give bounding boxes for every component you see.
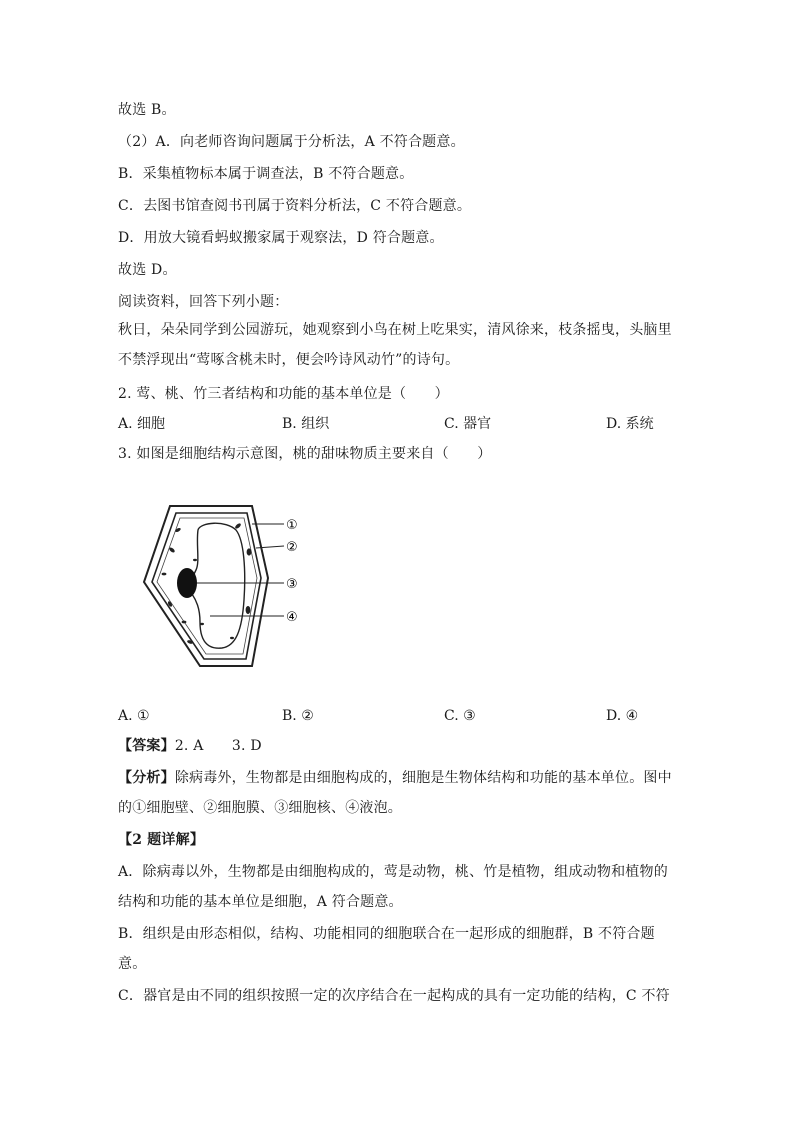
text-line: D．用放大镜看蚂蚁搬家属于观察法，D 符合题意。 [118,230,444,246]
q2-option-d: D. 系统 [606,416,654,432]
nucleus [177,568,197,598]
text-line: 秋日，朵朵同学到公园游玩，她观察到小鸟在树上吃果实，清风徐来，枝条摇曳，头脑里 [118,322,672,338]
q3-option-c: C. ③ [444,708,476,724]
q2-option-c: C. 器官 [444,416,492,432]
question-2-stem: 2. 莺、桃、竹三者结构和功能的基本单位是（ ） [118,386,449,402]
text-line: B．组织是由形态相似，结构、功能相同的细胞联合在一起形成的细胞群，B 不符合题 [118,926,655,942]
analysis-line-2: 的①细胞壁、②细胞膜、③细胞核、④液泡。 [118,800,402,816]
q2-option-b: B. 组织 [282,416,330,432]
vacuole [190,523,244,648]
text-line: B．采集植物标本属于调查法，B 不符合题意。 [118,166,414,182]
analysis-line [118,768,672,788]
text-line: 结构和功能的基本单位是细胞，A 符合题意。 [118,894,403,910]
q2-option-a: A. 细胞 [118,416,166,432]
q3-option-b: B. ② [282,708,314,724]
label-4: ④ [286,610,298,625]
answer-line [118,736,262,756]
label-2: ② [286,540,298,555]
text-line: 故选 D。 [118,262,177,278]
text-line: 故选 B。 [118,102,176,118]
text-line: 不禁浮现出“莺啄含桃未时，便会吟诗风动竹”的诗句。 [118,352,460,368]
answer-text: 2. A 3. D [174,738,262,754]
label-3: ③ [286,577,298,592]
q3-option-d: D. ④ [606,708,639,724]
answer-tag: 【答案】 [118,738,175,754]
analysis-text: 除病毒外，生物都是由细胞构成的，细胞是生物体结构和功能的基本单位。图中 [174,770,672,786]
detail-heading: 【2 题详解】 [118,832,205,848]
text-line: （2）A．向老师咨询问题属于分析法，A 不符合题意。 [118,134,465,150]
analysis-tag: 【分析】 [118,770,175,786]
text-line: 意。 [118,956,147,972]
plant-cell-diagram [140,500,320,672]
q3-option-a: A. ① [118,708,150,724]
label-1: ① [286,518,298,533]
text-line: A．除病毒以外，生物都是由细胞构成的，莺是动物，桃、竹是植物，组成动物和植物的 [118,864,668,880]
text-line: 阅读资料，回答下列小题： [118,294,289,310]
text-line: C．器官是由不同的组织按照一定的次序结合在一起构成的具有一定功能的结构，C 不符 [118,988,670,1004]
question-3-stem: 3. 如图是细胞结构示意图，桃的甜味物质主要来自（ ） [118,446,492,462]
text-line: C．去图书馆查阅书刊属于资料分析法，C 不符合题意。 [118,198,472,214]
